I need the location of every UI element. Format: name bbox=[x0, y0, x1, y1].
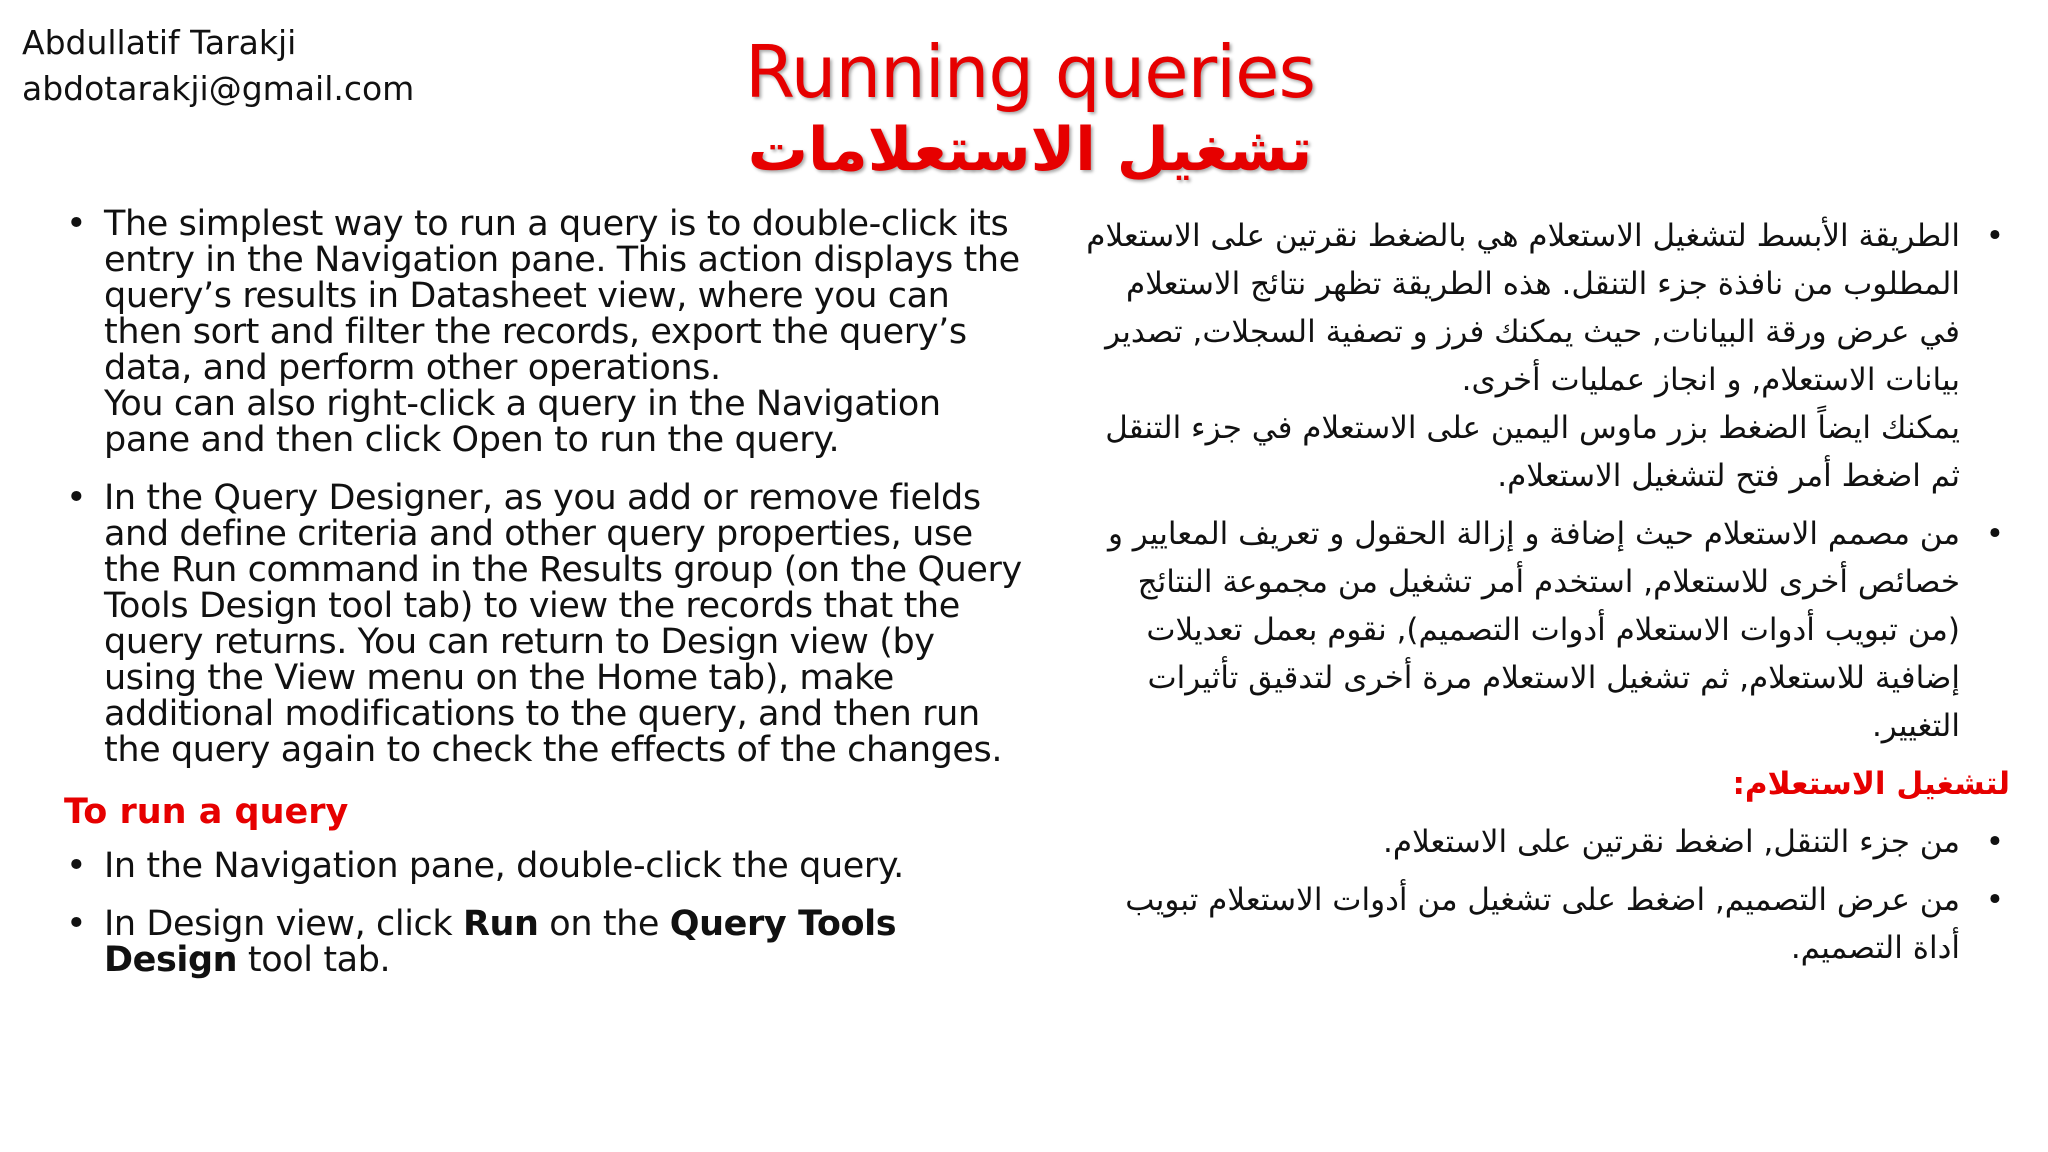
title-english: Running queries bbox=[745, 30, 1315, 114]
arabic-steps-list bbox=[1080, 818, 2010, 972]
author-info bbox=[22, 20, 414, 112]
arabic-bullet-text: الطريقة الأبسط لتشغيل الاستعلام هي بالضغط نقرتين على الاستعلام المطلوب من نافذة جزء التنقل. هذه الطريقة تظهر نتائج الاستعلام في عرض ورقة البيانات, حيث يمكنك فرز و تصفية السجلات, تصدير بيانات الاستعلام, و انجاز عمليات أخرى. bbox=[1086, 218, 1960, 398]
english-step-item bbox=[60, 848, 1030, 884]
english-step-tab-label: Query Tools Design bbox=[104, 904, 897, 980]
arabic-bullet-text: من مصمم الاستعلام حيث إضافة و إزالة الحقول و تعريف المعايير و خصائص أخرى للاستعلام, استخدم أمر تشغيل من مجموعة النتائج (من تبويب أدوات الاستعلام أدوات التصميم), نقوم بعمل تعديلات إضافية للاستعلام, ثم تشغيل الاستعلام مرة أخرى لتدقيق تأثيرات التغيير. bbox=[1107, 516, 1960, 744]
arabic-step-item bbox=[1080, 876, 2010, 972]
bullet-icon: • bbox=[66, 478, 87, 518]
english-bullet-text: In the Query Designer, as you add or remove fields and define criteria and other query properties, use the Run command in the Results group (on the Query Tools Design tool tab) to view the records that the query returns. You can return to Design view (by using the View menu on the Home tab), make additional modifications to the query, and then run the query again to check the effects of the changes. bbox=[104, 478, 1022, 770]
english-column bbox=[60, 206, 1030, 1000]
bullet-icon: • bbox=[1985, 882, 2004, 918]
english-bullet-list bbox=[60, 206, 1030, 768]
arabic-step-text: من عرض التصميم, اضغط على تشغيل من أدوات الاستعلام تبويب أداة التصميم. bbox=[1125, 882, 1960, 966]
author-email: abdotarakji@gmail.com bbox=[22, 69, 415, 108]
english-step-run-label: Run bbox=[462, 904, 539, 944]
english-section-heading: To run a query bbox=[64, 792, 349, 832]
english-step-item bbox=[60, 906, 1030, 978]
bullet-icon: • bbox=[66, 204, 87, 244]
english-bullet-text: The simplest way to run a query is to double-click its entry in the Navigation pane. This action displays the query’s results in Datasheet view, where you can then sort and filter the records, export the query’s data, and perform other operations. bbox=[104, 204, 1020, 388]
english-bullet-item bbox=[60, 206, 1030, 458]
english-step-suffix: tool tab. bbox=[237, 940, 391, 980]
arabic-step-text: من جزء التنقل, اضغط نقرتين على الاستعلام. bbox=[1383, 824, 1960, 860]
arabic-bullet-item bbox=[1080, 510, 2010, 750]
arabic-bullet-list bbox=[1080, 212, 2010, 750]
arabic-bullet-text-continued: يمكنك ايضاً الضغط بزر ماوس اليمين على الاستعلام في جزء التنقل ثم اضغط أمر فتح لتشغيل الاستعلام. bbox=[1105, 410, 1960, 494]
arabic-section-heading: لتشغيل الاستعلام: bbox=[1732, 766, 2010, 802]
english-step-prefix: In Design view, click bbox=[104, 904, 463, 944]
english-step-middle: on the bbox=[538, 904, 670, 944]
bullet-icon: • bbox=[1985, 516, 2004, 552]
author-name: Abdullatif Tarakji bbox=[22, 23, 297, 62]
slide-title bbox=[680, 30, 1380, 186]
bullet-icon: • bbox=[66, 904, 87, 944]
english-steps-list bbox=[60, 848, 1030, 978]
bullet-icon: • bbox=[1985, 824, 2004, 860]
arabic-column bbox=[1080, 212, 2010, 982]
arabic-step-item bbox=[1080, 818, 2010, 866]
english-bullet-item bbox=[60, 480, 1030, 768]
bullet-icon: • bbox=[1985, 218, 2004, 254]
english-bullet-text-continued: You can also right-click a query in the Navigation pane and then click Open to run the query. bbox=[104, 384, 941, 460]
arabic-bullet-item bbox=[1080, 212, 2010, 500]
title-arabic: تشغيل الاستعلامات bbox=[747, 115, 1313, 185]
bullet-icon: • bbox=[66, 846, 87, 886]
english-step-text: In the Navigation pane, double-click the query. bbox=[104, 846, 904, 886]
